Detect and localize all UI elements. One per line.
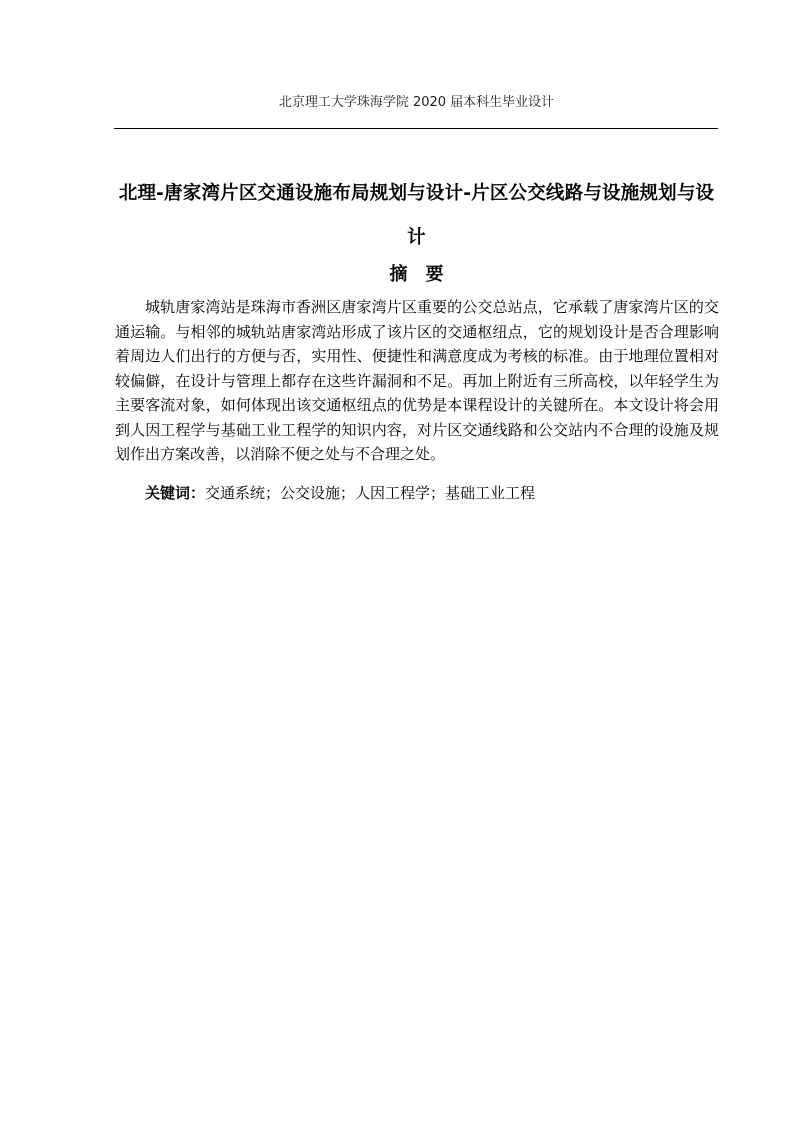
header-divider [114, 128, 718, 129]
document-title: 北理-唐家湾片区交通设施布局规划与设计-片区公交线路与设施规划与设计 [118, 183, 715, 248]
abstract-heading-char-1: 摘 [389, 264, 408, 285]
page-header: 北京理工大学珠海学院 2020 届本科生毕业设计 [278, 95, 555, 110]
keywords-label: 关键词： [145, 484, 206, 502]
keywords-text: 交通系统；公交设施；人因工程学；基础工业工程 [205, 484, 536, 502]
abstract-heading-char-2: 要 [425, 264, 444, 285]
keywords-line [145, 481, 719, 505]
abstract-body: 城轨唐家湾站是珠海市香洲区唐家湾片区重要的公交总站点，它承载了唐家湾片区的交通运输。与相邻的城轨站唐家湾站形成了该片区的交通枢纽点，它的规划设计是否合理影响着周边人们出行的方便与否，实用性、便捷性和满意度成为考核的标准。由于地理位置相对较偏僻，在设计与管理上都存在这些许漏洞和不足。再加上附近有三所高校，以年轻学生为主要客流对象，如何体现出该交通枢纽点的优势是本课程设计的关键所在。本文设计将会用到人因工程学与基础工业工程学的知识内容，对片区交通线路和公交站内不合理的设施及规划作出方案改善，以消除不便之处与不合理之处。 [115, 298, 719, 463]
abstract-heading [115, 262, 718, 288]
